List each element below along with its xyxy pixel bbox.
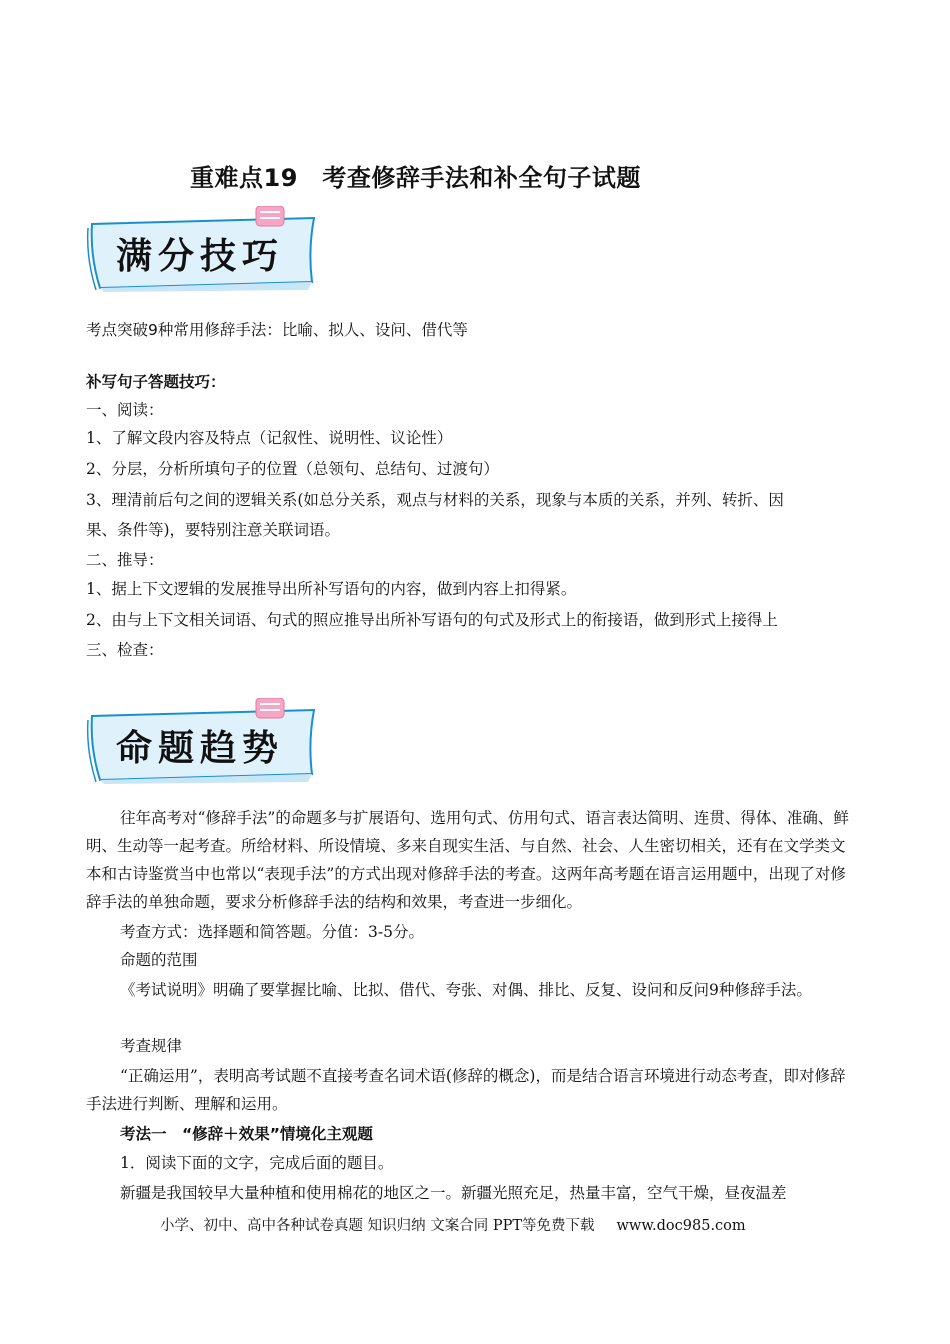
step-read: 一、阅读： xyxy=(86,401,164,419)
step-check: 三、检查： xyxy=(86,641,164,659)
step-read-c-1: 3、理清前后句之间的逻辑关系(如总分关系，观点与材料的关系，现象与本质的关系，并列、转折、因 xyxy=(86,491,784,509)
step-read-a: 1、了解文段内容及特点（记叙性、说明性、议论性） xyxy=(86,429,453,447)
scope-heading: 命题的范围 xyxy=(120,951,198,969)
focus-line: 考点突破9种常用修辞手法：比喻、拟人、设问、借代等 xyxy=(86,321,468,339)
question-one: 1．阅读下面的文字，完成后面的题目。 xyxy=(120,1154,394,1172)
footer-text: 小学、初中、高中各种试卷真题 知识归纳 文案合同 PPT等免费下载 xyxy=(160,1218,595,1234)
banner-trend-label: 命题趋势 xyxy=(116,727,285,769)
scope-text: 《考试说明》明确了要掌握比喻、比拟、借代、夸张、对偶、排比、反复、设问和反问9种修辞手法。 xyxy=(120,981,812,999)
rule-text: “正确运用”，表明高考试题不直接考查名词术语(修辞的概念)，而是结合语言环境进行动态考查，即对修辞手法进行判断、理解和运用。 xyxy=(86,1067,846,1113)
step-read-c-2: 果、条件等)，要特别注意关联词语。 xyxy=(86,521,341,539)
method-one-heading: 考法一 “修辞＋效果”情境化主观题 xyxy=(120,1125,373,1143)
footer-url[interactable]: www.doc985.com xyxy=(616,1218,746,1234)
exam-method: 考查方式：选择题和简答题。分值：3-5分。 xyxy=(120,923,424,941)
step-deduce-a: 1、据上下文逻辑的发展推导出所补写语句的内容，做到内容上扣得紧。 xyxy=(86,580,577,598)
rule-heading: 考查规律 xyxy=(120,1037,183,1055)
trend-paragraph: 往年高考对“修辞手法”的命题多与扩展语句、选用句式、仿用句式、语言表达简明、连贯、得体、准确、鲜明、生动等一起考查。所给材料、所设情境、多来自现实生活、与自然、社会、人生密切相关，还有在文学类文本和古诗鉴赏当中也常以“表现手法”的方式出现对修辞手法的考查。这两年高考题在语言运用题中，出现了对修辞手法的单独命题，要求分析修辞手法的结构和效果，考查进一步细化。 xyxy=(86,809,849,911)
question-one-text: 新疆是我国较早大量种植和使用棉花的地区之一。新疆光照充足，热量丰富，空气干燥，昼夜温差 xyxy=(120,1184,787,1202)
skills-heading: 补写句子答题技巧： xyxy=(86,373,226,391)
step-read-b: 2、分层，分析所填句子的位置（总领句、总结句、过渡句） xyxy=(86,460,499,478)
section-banner-skills xyxy=(86,206,318,292)
page-title: 重难点19 考查修辞手法和补全句子试题 xyxy=(190,164,641,192)
step-deduce: 二、推导： xyxy=(86,551,164,569)
banner-skills-label: 满分技巧 xyxy=(116,235,285,277)
section-banner-trend xyxy=(86,698,318,784)
page-footer xyxy=(160,1214,746,1235)
step-deduce-b: 2、由与上下文相关词语、句式的照应推导出所补写语句的句式及形式上的衔接语，做到形式上接得上 xyxy=(86,611,778,629)
